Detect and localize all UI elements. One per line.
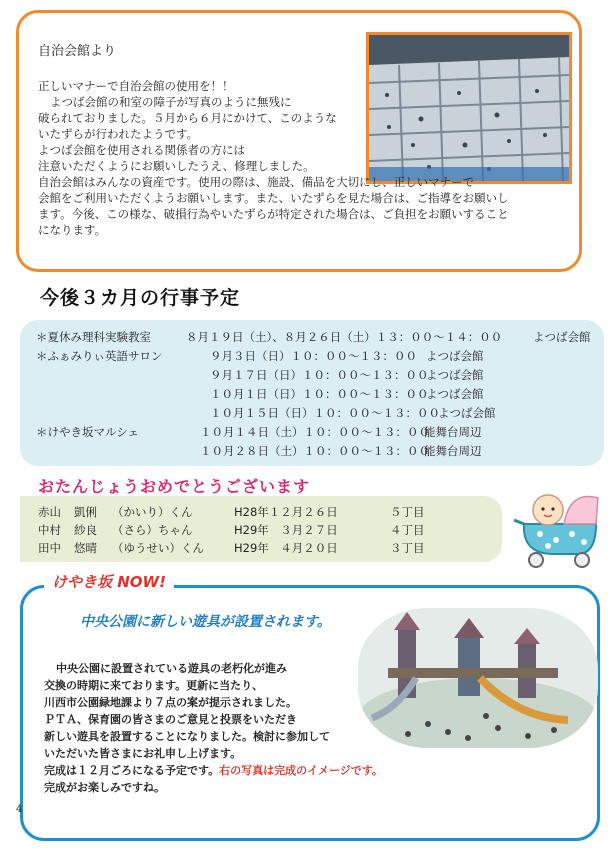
- event-venue: よつば会館: [426, 368, 484, 382]
- child-reading: （かいり）くん: [112, 505, 193, 519]
- hall-line: ます。今後、この様な、破損行為やいたずらが特定された場合は、ご負担をお願いすること: [38, 207, 509, 221]
- event-date: １０月２８日（土）１０：００～１３：００: [200, 444, 430, 458]
- event-date: ８月１９日（土）、８月２６日（土）１３：００～１４：００: [186, 330, 503, 344]
- child-surname: 中村: [38, 523, 61, 537]
- event-date: ９月３日（日）１０：００～１３：００: [210, 349, 417, 363]
- child-reading: （さら）ちゃん: [112, 523, 193, 537]
- event-name: ＊けやき坂マルシェ: [36, 425, 139, 439]
- hall-line: 注意いただくようにお願いしたうえ、修理しました。: [38, 159, 315, 173]
- park-line: 完成がお楽しみですね。: [44, 781, 165, 794]
- birthday-row: [38, 521, 498, 539]
- park-line: いただいた皆さまにお礼申し上げます。: [44, 747, 242, 760]
- birthday-row: [38, 503, 498, 521]
- birthday-row: [38, 539, 498, 557]
- hall-line: よつば会館を使用される関係者の方には: [38, 143, 245, 157]
- child-reading: （ゆうせい）くん: [112, 541, 204, 555]
- hall-line: 正しいマナーで自治会館の使用を！！: [38, 79, 234, 93]
- events-heading: 今後３カ月の行事予定: [40, 287, 241, 309]
- baby-stroller-icon: [510, 484, 604, 568]
- birthday-list: [38, 503, 498, 557]
- event-name: ＊夏休み理科実験教室: [36, 330, 151, 344]
- event-date: １０月１４日（土）１０：００～１３：００: [200, 425, 430, 439]
- event-venue: よつば会館: [533, 330, 591, 344]
- photo-note: 右の写真は完成のイメージです。: [219, 764, 383, 777]
- birth-date: H28年１２月２６日: [234, 505, 338, 519]
- hall-line: になります。: [38, 223, 107, 237]
- event-venue: よつば会館: [426, 387, 484, 401]
- hall-line: いたずらが行われたようです。: [38, 127, 199, 141]
- event-venue: よつば会館: [426, 349, 484, 363]
- park-line: 中央公園に設置されている遊具の老朽化が進み: [56, 662, 287, 675]
- hall-line: 破られておりました。５月から６月にかけて、このような: [38, 111, 337, 125]
- hall-notice-title: 自治会館より: [38, 44, 117, 59]
- child-given-name: 凱俐: [74, 505, 97, 519]
- completion-text: 完成は１２月ごろになる予定です。: [44, 764, 220, 777]
- park-line: 川西市公園緑地課より７点の案が提示されました。: [44, 696, 297, 709]
- child-given-name: 紗良: [74, 523, 97, 537]
- event-venue: 能舞台周辺: [424, 444, 482, 458]
- playground-photo: [358, 608, 598, 748]
- event-date: ９月１７日（日）１０：００～１３：００: [210, 368, 429, 382]
- block: ３丁目: [390, 541, 425, 555]
- child-surname: 赤山: [38, 505, 61, 519]
- block: ４丁目: [390, 523, 425, 537]
- page-number: 4: [16, 804, 23, 815]
- hall-notice-body: [38, 78, 558, 238]
- event-date: １０月１日（日）１０：００～１３：００: [210, 387, 429, 401]
- birth-date: H29年 ３月２７日: [234, 523, 338, 537]
- event-venue: よつば会館: [438, 406, 496, 420]
- event-name: ＊ふぁみりぃ英語サロン: [36, 349, 163, 363]
- park-headline: 中央公園に新しい遊具が設置されます。: [80, 614, 331, 630]
- hall-line: 会館をご利用いただくようお願いします。また、いたずらを見た場合は、ご指導をお願いし: [38, 191, 509, 205]
- child-given-name: 悠晴: [74, 541, 97, 555]
- park-line: 交換の時期に来ております。更新に当たり、: [44, 679, 264, 692]
- block: ５丁目: [390, 505, 425, 519]
- birth-date: H29年 ４月２０日: [234, 541, 338, 555]
- event-venue: 能舞台周辺: [424, 425, 482, 439]
- park-line: ＰＴＡ、保育園の皆さまのご意見と投票をいただき: [44, 713, 297, 726]
- park-line-complete: [44, 762, 383, 779]
- park-body: [44, 660, 383, 796]
- hall-line: 自治会館はみんなの資産です。使用の際は、施設、備品を大切にし、正しいマナーで: [38, 175, 475, 189]
- event-date: １０月１５日（日）１０：００～１３：００: [210, 406, 440, 420]
- park-line: 新しい遊具を設置することになりました。検討に参加して: [44, 730, 330, 743]
- birthday-heading: おたんじょうおめでとうございます: [38, 477, 311, 496]
- child-surname: 田中: [38, 541, 61, 555]
- hall-line: よつば会館の和室の障子が写真のように無残に: [50, 95, 292, 109]
- keyaki-now-label: けやき坂 NOW!: [44, 571, 174, 592]
